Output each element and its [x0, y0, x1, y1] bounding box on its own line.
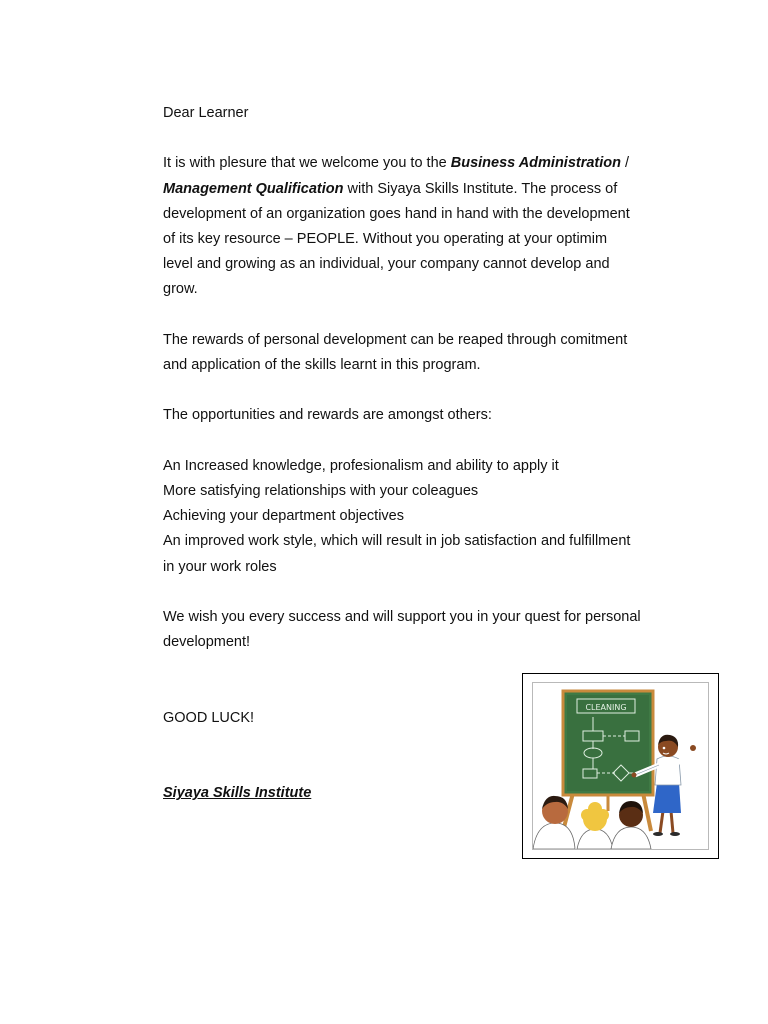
slash-separator: / [621, 155, 630, 172]
cleaning-presentation-illustration [532, 682, 709, 850]
board-title-text: CLEANING [585, 703, 627, 712]
good-luck: GOOD LUCK! [163, 709, 255, 726]
wish-line-2: development! [163, 634, 251, 651]
qualification-name-part-1: Business Administration [450, 155, 622, 172]
intro-text-2: with Siyaya Skills Institute. The process of [343, 180, 618, 197]
intro-line-4: of its key resource – PEOPLE. Without you operating at your optimim [163, 231, 608, 247]
salutation: Dear Learner [163, 105, 249, 121]
opportunity-line: More satisfying relationships with your coleagues [163, 482, 479, 499]
intro-text-1: It is with plesure that we welcome you to the [163, 155, 451, 172]
opportunity-line: An improved work style, which will result in job satisfaction and fulfillment [163, 533, 631, 550]
intro-line-3: development of an organization goes hand in hand with the development [163, 205, 630, 222]
opportunity-line: Achieving your department objectives [163, 508, 404, 525]
opportunity-line: in your work roles [163, 558, 277, 575]
signature: Siyaya Skills Institute [163, 785, 312, 802]
opportunity-line: An Increased knowledge, profesionalism and ability to apply it [163, 457, 559, 474]
easel-leg-right [643, 793, 651, 831]
opportunities-heading: The opportunities and rewards are amongst others: [163, 407, 492, 424]
audience-figures [533, 796, 651, 849]
qualification-name-part-2: Management Qualification [163, 180, 344, 197]
wish-line-1: We wish you every success and will support you in your quest for personal [163, 608, 641, 625]
presentation-clipart [533, 683, 708, 849]
intro-line-2 [163, 177, 683, 202]
intro-line-1 [163, 151, 683, 176]
intro-line-5: level and growing as an individual, your company cannot develop and [163, 256, 610, 273]
illustration-frame [522, 673, 719, 859]
rewards-line-1: The rewards of personal development can be reaped through comitment [163, 331, 628, 348]
rewards-line-2: and application of the skills learnt in this program. [163, 357, 481, 373]
intro-line-6: grow. [163, 281, 198, 298]
